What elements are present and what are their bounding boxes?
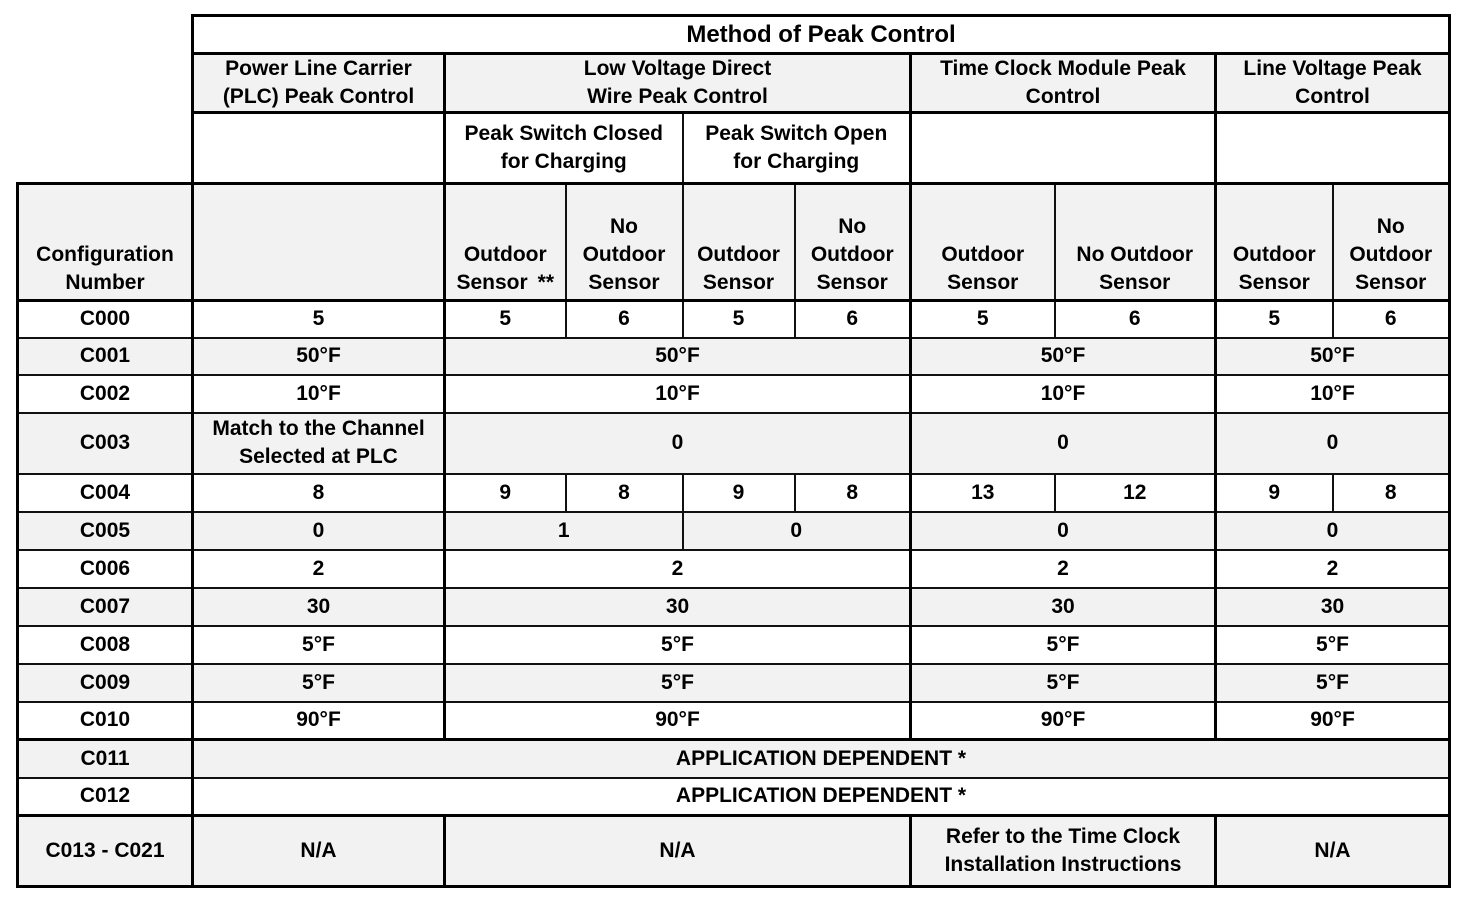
- cell: 5: [683, 301, 795, 338]
- cell: APPLICATION DEPENDENT *: [193, 740, 1450, 778]
- cell: 5°F: [445, 626, 911, 664]
- config-number: C002: [18, 375, 193, 413]
- table-row: [18, 740, 1450, 778]
- empty-corner: [18, 16, 193, 54]
- peak-control-config-table: [16, 14, 1451, 888]
- cell: 0: [193, 512, 445, 550]
- cell: 2: [911, 550, 1216, 588]
- cell: 10°F: [193, 375, 445, 413]
- cell: Match to the Channel Selected at PLC: [193, 413, 445, 474]
- cell: 9: [683, 474, 795, 512]
- subgroup-empty-line-voltage: [1216, 113, 1450, 184]
- cell: 5°F: [1216, 626, 1450, 664]
- cell: 6: [566, 301, 683, 338]
- table-row: [18, 512, 1450, 550]
- config-number: C012: [18, 778, 193, 816]
- cell: 8: [566, 474, 683, 512]
- cell: 2: [445, 550, 911, 588]
- cell: 10°F: [911, 375, 1216, 413]
- sensor-header-tc-outdoor: Outdoor Sensor: [911, 184, 1055, 301]
- cell: 5: [1216, 301, 1333, 338]
- cell: 10°F: [445, 375, 911, 413]
- cell: 50°F: [193, 338, 445, 375]
- cell: 5: [445, 301, 566, 338]
- cell: 12: [1055, 474, 1216, 512]
- config-number: C000: [18, 301, 193, 338]
- cell: 5°F: [1216, 664, 1450, 702]
- table-row: [18, 413, 1450, 474]
- subgroup-peak-switch-open: Peak Switch Open for Charging: [683, 113, 911, 184]
- sensor-header-lvp-outdoor: Outdoor Sensor: [1216, 184, 1333, 301]
- table-row: [18, 778, 1450, 816]
- table-title: Method of Peak Control: [193, 16, 1450, 54]
- cell: 9: [445, 474, 566, 512]
- cell: 30: [911, 588, 1216, 626]
- sensor-empty-plc: [193, 184, 445, 301]
- cell: 50°F: [1216, 338, 1450, 375]
- config-number: C003: [18, 413, 193, 474]
- cell: 50°F: [445, 338, 911, 375]
- cell: 5°F: [911, 664, 1216, 702]
- cell: 5°F: [911, 626, 1216, 664]
- cell: 6: [795, 301, 911, 338]
- table-row: [18, 338, 1450, 375]
- cell: 5: [193, 301, 445, 338]
- cell: 2: [1216, 550, 1450, 588]
- table-row: [18, 474, 1450, 512]
- subgroup-empty-plc: [193, 113, 445, 184]
- config-number: C001: [18, 338, 193, 375]
- cell: 30: [445, 588, 911, 626]
- cell: 2: [193, 550, 445, 588]
- cell: N/A: [193, 816, 445, 887]
- cell: 0: [1216, 413, 1450, 474]
- cell: 90°F: [445, 702, 911, 740]
- sensor-header-open-no-outdoor: No Outdoor Sensor: [795, 184, 911, 301]
- table-row: [18, 816, 1450, 887]
- config-number: C013 - C021: [18, 816, 193, 887]
- sensor-header-tc-no-outdoor: No Outdoor Sensor: [1055, 184, 1216, 301]
- config-number: C008: [18, 626, 193, 664]
- cell: 30: [193, 588, 445, 626]
- cell: 0: [445, 413, 911, 474]
- table-row: [18, 375, 1450, 413]
- cell: 10°F: [1216, 375, 1450, 413]
- subgroup-empty-time-clock: [911, 113, 1216, 184]
- cell: 8: [795, 474, 911, 512]
- cell: 0: [911, 413, 1216, 474]
- group-header-time-clock-module: Time Clock Module Peak Control: [911, 54, 1216, 113]
- cell: 5°F: [193, 626, 445, 664]
- cell: 0: [911, 512, 1216, 550]
- cell: N/A: [445, 816, 911, 887]
- config-number-header: Configuration Number: [18, 184, 193, 301]
- cell: 6: [1333, 301, 1450, 338]
- table-row: [18, 702, 1450, 740]
- footnote-marker: **: [537, 271, 555, 294]
- config-number: C006: [18, 550, 193, 588]
- config-number: C011: [18, 740, 193, 778]
- table-row: [18, 301, 1450, 338]
- cell: 0: [683, 512, 911, 550]
- cell: 90°F: [1216, 702, 1450, 740]
- table-row: [18, 588, 1450, 626]
- table-row: [18, 550, 1450, 588]
- cell: 5: [911, 301, 1055, 338]
- subgroup-peak-switch-closed: Peak Switch Closed for Charging: [445, 113, 683, 184]
- cell: 8: [193, 474, 445, 512]
- cell: N/A: [1216, 816, 1450, 887]
- config-number: C005: [18, 512, 193, 550]
- cell: APPLICATION DEPENDENT *: [193, 778, 1450, 816]
- config-number: C004: [18, 474, 193, 512]
- cell: 9: [1216, 474, 1333, 512]
- cell: 30: [1216, 588, 1450, 626]
- cell: 50°F: [911, 338, 1216, 375]
- table-row: [18, 626, 1450, 664]
- cell: 1: [445, 512, 683, 550]
- group-header-plc: Power Line Carrier (PLC) Peak Control: [193, 54, 445, 113]
- cell: 5°F: [445, 664, 911, 702]
- sensor-header-lvp-no-outdoor: No Outdoor Sensor: [1333, 184, 1450, 301]
- config-number: C010: [18, 702, 193, 740]
- table-row: [18, 664, 1450, 702]
- cell: Refer to the Time Clock Installation Instructions: [911, 816, 1216, 887]
- cell: 8: [1333, 474, 1450, 512]
- cell: 6: [1055, 301, 1216, 338]
- group-header-line-voltage: Line Voltage Peak Control: [1216, 54, 1450, 113]
- cell: 90°F: [911, 702, 1216, 740]
- group-header-low-voltage-direct-wire: Low Voltage Direct Wire Peak Control: [445, 54, 911, 113]
- empty-corner: [18, 54, 193, 113]
- cell: 5°F: [193, 664, 445, 702]
- config-number: C007: [18, 588, 193, 626]
- sensor-header-open-outdoor: Outdoor Sensor: [683, 184, 795, 301]
- config-number: C009: [18, 664, 193, 702]
- empty-corner: [18, 113, 193, 184]
- cell: 13: [911, 474, 1055, 512]
- sensor-header-closed-no-outdoor: No Outdoor Sensor: [566, 184, 683, 301]
- cell: 90°F: [193, 702, 445, 740]
- cell: 0: [1216, 512, 1450, 550]
- sensor-header-closed-outdoor: Outdoor Sensor **: [445, 184, 566, 301]
